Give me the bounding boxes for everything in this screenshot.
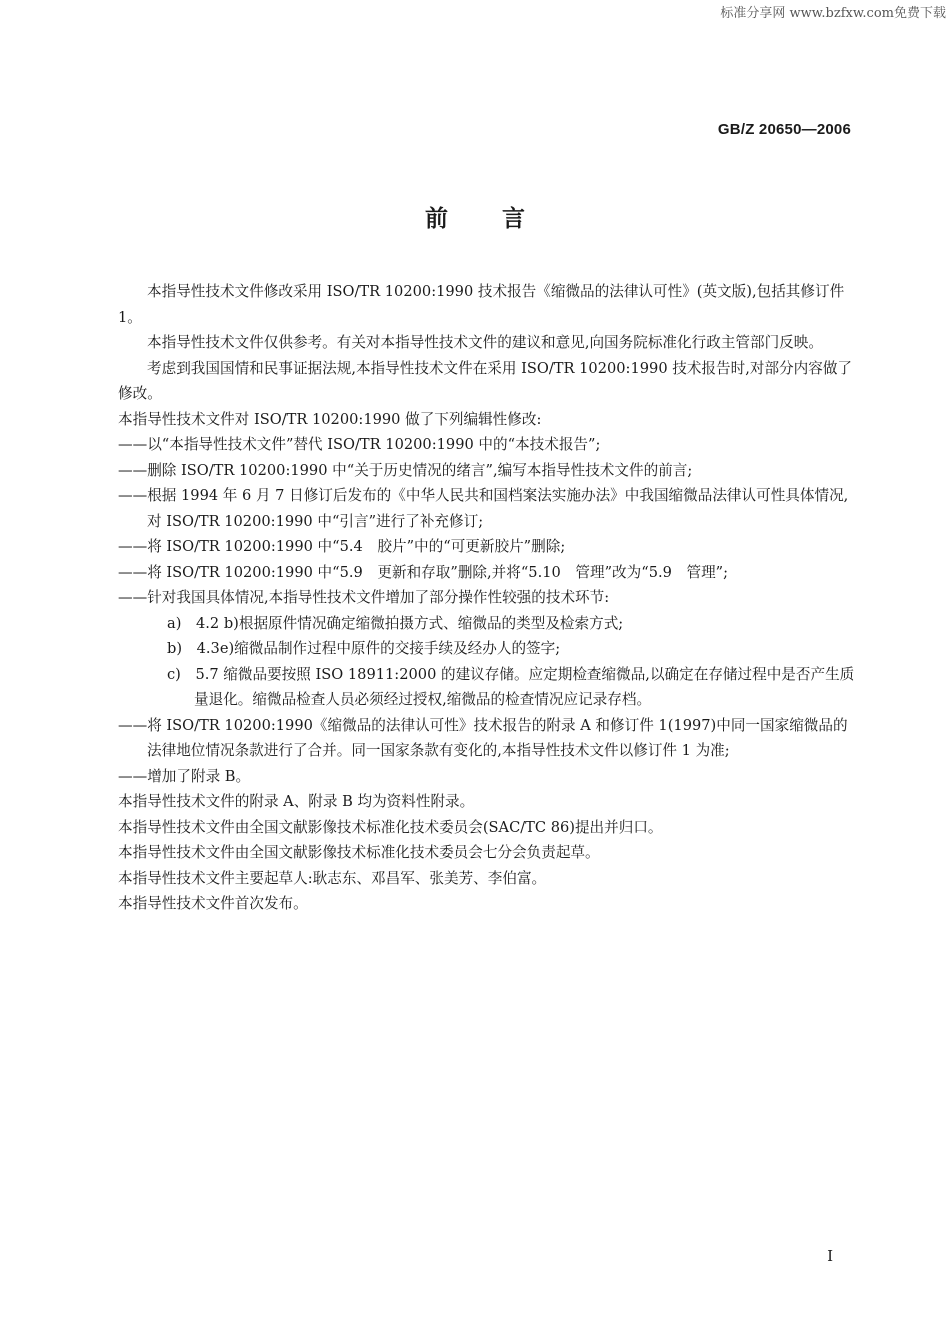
document-body xyxy=(118,279,858,917)
edit-item: ——针对我国具体情况,本指导性技术文件增加了部分操作性较强的技术环节: xyxy=(118,589,610,606)
edit-item: ——根据 1994 年 6 月 7 日修订后发布的《中华人民共和国档案法实施办法》中我国缩微品法律认可性具体情况,对 ISO/TR 10200:1990 中“引言”进行了补充修订; xyxy=(118,487,849,530)
closing-line: 本指导性技术文件的附录 A、附录 B 均为资料性附录。 xyxy=(118,793,475,810)
page-number: I xyxy=(827,1247,833,1265)
sub-item: c) 5.7 缩微品要按照 ISO 18911:2000 的建议存储。应定期检查缩微品,以确定在存储过程中是否产生质量退化。缩微品检查人员必须经过授权,缩微品的检查情况应记录存档。 xyxy=(167,665,855,708)
closing-line: 本指导性技术文件主要起草人:耿志东、邓昌军、张美芳、李伯富。 xyxy=(118,869,547,887)
watermark: 标准分享网 www.bzfxw.com免费下载 xyxy=(720,6,946,21)
paragraph: 考虑到我国国情和民事证据法规,本指导性技术文件在采用 ISO/TR 10200:1990 技术报告时,对部分内容做了修改。 xyxy=(118,359,853,402)
edit-item: ——删除 ISO/TR 10200:1990 中“关于历史情况的绪言”,编写本指导性技术文件的前言; xyxy=(118,461,693,479)
paragraph: 本指导性技术文件仅供参考。有关对本指导性技术文件的建议和意见,向国务院标准化行政主管部门反映。 xyxy=(147,334,823,351)
closing-line: 本指导性技术文件由全国文献影像技术标准化技术委员会(SAC/TC 86)提出并归口。 xyxy=(118,818,663,836)
edit-item: ——将 ISO/TR 10200:1990 中“5.9 更新和存取”删除,并将“5.10 管理”改为“5.9 管理”; xyxy=(118,563,729,581)
sub-item: a) 4.2 b)根据原件情况确定缩微拍摄方式、缩微品的类型及检索方式; xyxy=(167,614,624,632)
edit-item: ——将 ISO/TR 10200:1990 中“5.4 胶片”中的“可更新胶片”删除; xyxy=(118,538,566,555)
page-title: 前言 xyxy=(425,206,579,232)
edit-item: ——以“本指导性技术文件”替代 ISO/TR 10200:1990 中的“本技术报告”; xyxy=(118,436,601,453)
standard-code: GB/Z 20650—2006 xyxy=(717,121,851,138)
paragraph: 本指导性技术文件修改采用 ISO/TR 10200:1990 技术报告《缩微品的法律认可性》(英文版),包括其修订件 1。 xyxy=(118,283,845,326)
edits-intro: 本指导性技术文件对 ISO/TR 10200:1990 做了下列编辑性修改: xyxy=(118,410,542,428)
edit-item: ——增加了附录 B。 xyxy=(118,767,251,785)
sub-item: b) 4.3e)缩微品制作过程中原件的交接手续及经办人的签字; xyxy=(167,640,561,657)
closing-line: 本指导性技术文件首次发布。 xyxy=(118,895,308,912)
closing-line: 本指导性技术文件由全国文献影像技术标准化技术委员会七分会负责起草。 xyxy=(118,844,600,861)
edit-item: ——将 ISO/TR 10200:1990《缩微品的法律认可性》技术报告的附录 A 和修订件 1(1997)中同一国家缩微品的法律地位情况条款进行了合并。同一国家条款有变化的,本指导性技术文件以修订件 1 为准; xyxy=(118,716,848,759)
